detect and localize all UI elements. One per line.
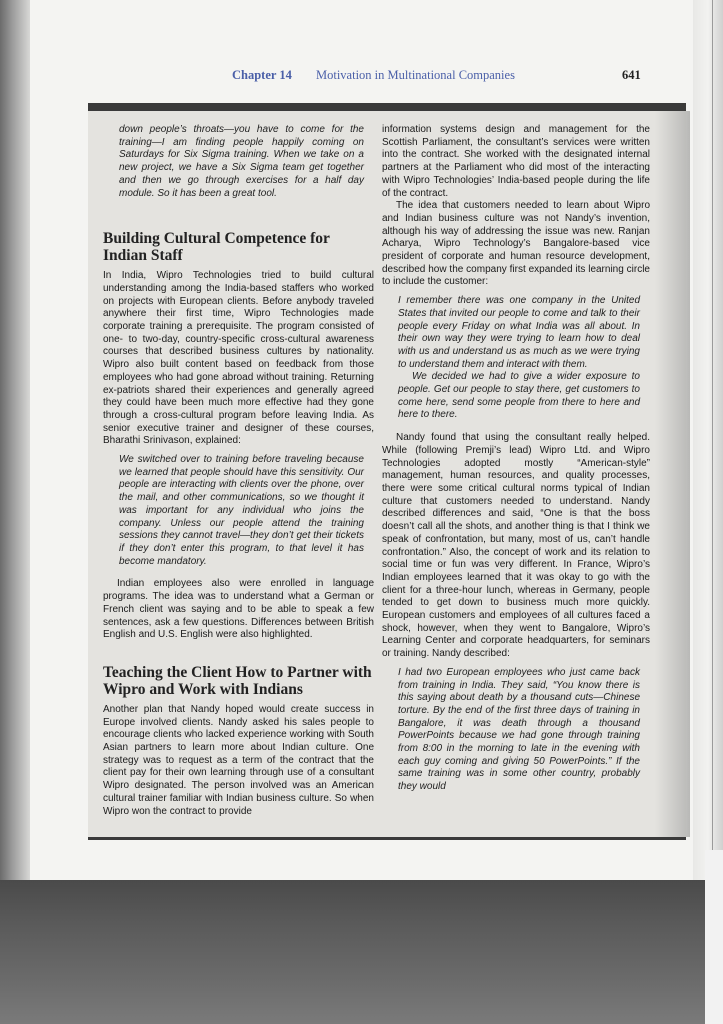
page-number: 641 bbox=[622, 68, 641, 82]
box-shade bbox=[655, 111, 690, 837]
scan-background bbox=[0, 880, 723, 1024]
paragraph: Another plan that Nandy hoped would create success in Europe involved clients. Nandy asked his sales people to encourage clients who lacked experience working with South Asian partners to learn more about Indian culture. One strategy was to request as a term of the contract that the client pay for their own learning through use of a consultant Wipro designated. The person involved was an American cultural trainer familiar with Indian business culture. So when Wipro won the contract to provide bbox=[103, 703, 374, 817]
chapter-title: Motivation in Multinational Companies bbox=[316, 68, 515, 82]
quote-block: I remember there was one company in the United States that invited our people to come and talk to their people every Friday on what India was all about. In their own way they were trying to learn how to deal with us and understand us as much as we were trying to understand them and interact with them. bbox=[398, 295, 640, 370]
page-edge-line bbox=[712, 0, 713, 880]
paragraph: The idea that customers needed to learn about Wipro and Indian business culture was not Nandy’s invention, although his way of addressing the issue was new. Ranjan Acharya, Wipro Technology’s Bangalore-based vice president of corporate and human resource development, described how the company first expanded its learning circle to include the customer: bbox=[382, 200, 650, 288]
running-header bbox=[232, 68, 652, 88]
page-corner bbox=[705, 850, 723, 1024]
paragraph: information systems design and management for the Scottish Parliament, the consultant’s services were written into the contract. She worked with the designated internal partners at the Parliament who did most of the interacting with Wipro Technologies’ India-based people during the life of the contract. bbox=[382, 124, 650, 199]
quote-block: down people’s throats—you have to come for the training—I am finding people happily coming on Saturdays for Six Sigma training. When we take on a new project, we have a Six Sigma team get together and then we go through exercises for a half day module. So it has been a great tool. bbox=[119, 124, 364, 199]
book-spine-shadow bbox=[0, 0, 30, 880]
paragraph: In India, Wipro Technologies tried to build cultural understanding among the India-based staffers who worked on projects with European clients. Before anybody traveled anywhere their first time, Wipro Technologies made corporate training a prerequisite. The program consisted of one- to two-day, country-specific cross-cultural awareness courses that described business cultures by nationality. Wipro also built content based on feedback from those employees who had gone abroad without training. Returning ex-patriots shared their experiences and generally agreed they could have been much more effective had they gone through a cross-cultural program before leaving India. As senior executive trainer and designer of these courses, Bharathi Srinivason, explained: bbox=[103, 270, 374, 447]
left-column bbox=[103, 124, 374, 818]
page-edge-shadow bbox=[693, 0, 723, 880]
quote-block: We switched over to training before traveling because we learned that people should have this sensitivity. Our people are interacting with clients over the phone, over the mail, and other communications, so we thought it was important for any individual who joins the company. Unless our people attend the training sessions they cannot travel—they don’t get their tickets if they don’t enter this program, to that level it has become mandatory. bbox=[119, 454, 364, 567]
paragraph: Indian employees also were enrolled in language programs. The idea was to understand what a German or French client was saying and to be able to speak a few sentences, ask a few questions. Differences between British English and U.S. English were also highlighted. bbox=[103, 578, 374, 641]
quote-block: I had two European employees who just came back from training in India. They said, “You know there is this saying about death by a thousand cuts—Chinese torture. By the end of the first three days of training in Bangalore, it was death through a thousand PowerPoints because we had gone through training from 8:00 in the morning to late in the evening with each guy coming and giving 50 PowerPoints.” If the same training was in some other country, probably they would bbox=[398, 666, 640, 793]
right-column bbox=[382, 124, 650, 794]
quote-block: We decided we had to give a wider exposure to people. Get our people to stay there, get customers to come here, send some people from there to here and here to there. bbox=[398, 371, 640, 421]
paragraph: Nandy found that using the consultant really helped. While (following Premji’s lead) Wipro Ltd. and Wipro Technologies adopted mostly “American-style” management, human resources, and quality processes, there were some critical cultural norms typical of Indian culture that customers needed to understand. Nandy described differences and said, “One is that the boss doesn’t call all the shots, and another thing is that I think we speak of confrontation, but many, most of us, can’t handle confrontation.” Also, the concept of work and its relation to social time or fun was very different. In France, Wipro’s Indian employees learned that it was okay to go with the client for a three-hour lunch, whereas in Germany, people tended to get down to business much more quickly. European customers and employees of all cultures faced a shock, however, when they went to Bangalore, Wipro’s Learning Center and corporate headquarters, for seminars or training. Nandy described: bbox=[382, 432, 650, 660]
chapter-number: Chapter 14 bbox=[232, 68, 292, 82]
section-heading: Teaching the Client How to Partner with Wipro and Work with Indians bbox=[103, 663, 372, 698]
section-heading: Building Cultural Competence for Indian Staff bbox=[103, 230, 330, 265]
